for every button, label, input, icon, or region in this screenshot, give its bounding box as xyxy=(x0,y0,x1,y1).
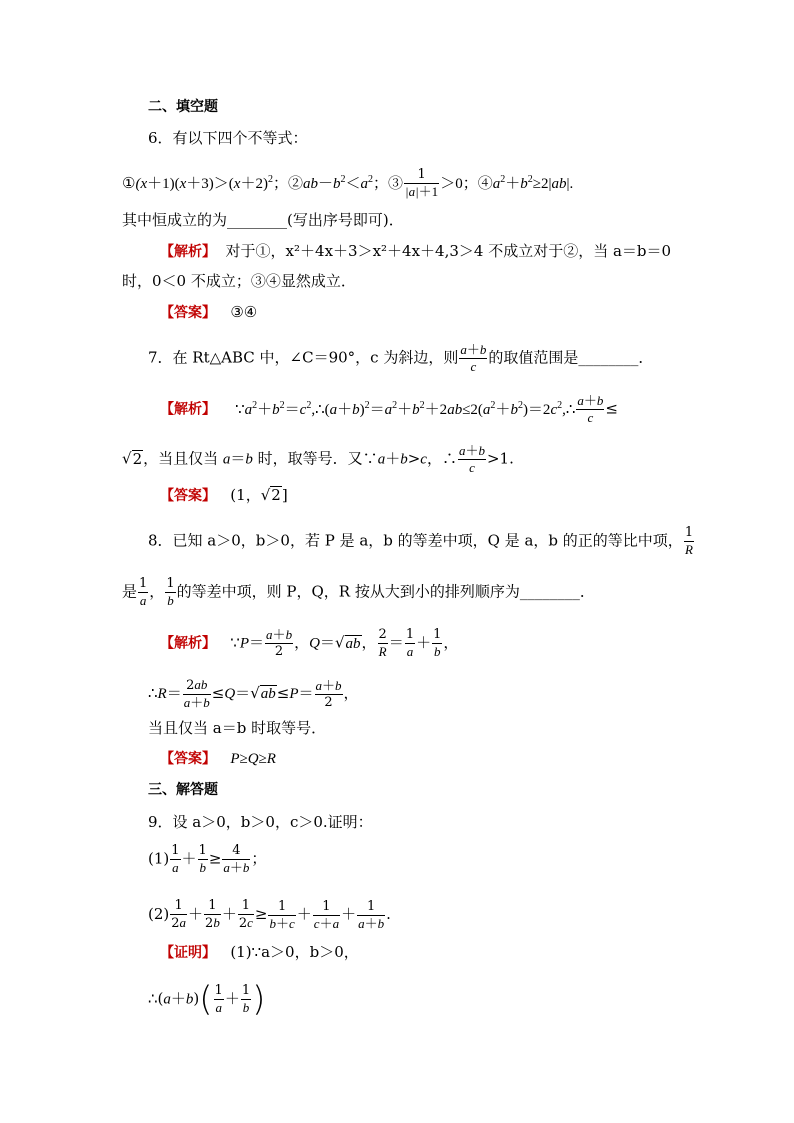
q6-analysis-text-1: 对于①，x²＋4x＋3＞x²＋4x＋4,3＞4 不成立对于②，当 a＝b＝0 xyxy=(225,242,672,260)
q8-answer xyxy=(160,748,276,769)
q6-answer xyxy=(160,302,257,323)
q6-analysis-line2: 时，0＜0 不成立；③④显然成立． xyxy=(122,272,356,290)
q7-stem-text: 7．在 Rt△ABC 中，∠C＝90°，c 为斜边，则 xyxy=(148,348,459,367)
answer-tag: 【答案】 xyxy=(160,751,216,767)
q8-stem-line1: 8．已知 a＞0，b＞0，若 P 是 a，b 的等差中项，Q 是 a，b 的正的等比中项， $\frac{1}{R}$ xyxy=(148,525,694,557)
q8-stem-line2: 是 $\frac{1}{a}$ ， $\frac{1}{b}$ 的等差中项，则 P，Q，R 按从大到小的排列顺序为________． xyxy=(122,576,595,608)
q6-stem: 6．有以下四个不等式： xyxy=(148,129,308,147)
q9-proof-text-1: (1)∵a＞0，b＞0， xyxy=(230,943,359,961)
q7-analysis-line2: √2，当且仅当 a＝b 时，取等号．又∵a＋b>c，∴ $\frac{a+b}{c}$ >1. xyxy=(122,443,514,475)
q7-answer: 【答案】 (1，√2] xyxy=(160,486,288,504)
section-heading-solve: 三、解答题 xyxy=(148,782,218,798)
q7-analysis-line1: 【解析】 $\because a^2+b^2=c^2,\therefore(a+b)^2=a^2+b^2+2ab\le 2(a^2+b^2)=2c^2,\therefore$ $\frac{a+b}{c}$ ≤ xyxy=(160,393,618,425)
q9-part1: (1) $\frac{1}{a}$ ＋ $\frac{1}{b}$ ≥ $\frac{4}{a+b}$ ； xyxy=(148,843,267,875)
q9-part2: (2) $\frac{1}{2a}$ ＋ $\frac{1}{2b}$ ＋ $\frac{1}{2c}$ ≥ $\frac{1}{b+c}$ ＋ $\frac{1}{c+a}$ ＋ $\frac{1}{a+b}$ . xyxy=(148,898,391,931)
q7-stem: 7．在 Rt△ABC 中，∠C＝90°，c 为斜边，则 $\frac{a+b}{c}$ 的取值范围是________． xyxy=(148,342,654,374)
analysis-tag: 【解析】 xyxy=(160,401,216,418)
q6-answer-value: ③④ xyxy=(230,303,258,321)
analysis-tag: 【解析】 xyxy=(160,635,216,652)
answer-tag: 【答案】 xyxy=(160,305,216,321)
proof-tag: 【证明】 xyxy=(160,945,216,961)
q8-analysis-line3: 当且仅当 a＝b 时取等号． xyxy=(148,719,327,737)
q6-inequalities: $①(x+1)(x+3)>(x+2)^2$；$②ab-b^2<a^2$；③ $\frac{1}{|a|+1}$ ＞0；$④a^2+b^2\ge 2|ab|$. xyxy=(122,167,574,199)
q9-proof-line1 xyxy=(160,942,359,963)
q8-stem-tail: 的等差中项，则 P，Q，R 按从大到小的排列顺序为________． xyxy=(176,582,595,601)
analysis-tag: 【解析】 xyxy=(160,244,216,260)
q9-proof-line2: ∴(a＋b)( $\frac{1}{a}$ ＋ $\frac{1}{b}$ ) xyxy=(148,979,266,1020)
q6-blank-line: 其中恒成立的为________(写出序号即可)． xyxy=(122,211,404,229)
answer-tag: 【答案】 xyxy=(160,488,216,504)
q6-analysis-line1 xyxy=(160,241,671,262)
q8-answer-value: P≥Q≥R xyxy=(230,751,276,767)
q8-analysis-line1: 【解析】 ∵P＝ $\frac{a+b}{2}$ ，Q＝√ab， $\frac{2}{R}$ ＝ $\frac{1}{a}$ ＋ $\frac{1}{b}$ ， xyxy=(160,627,459,659)
section-heading-fill-in: 二、填空题 xyxy=(148,99,218,115)
q7-stem-tail: 的取值范围是________． xyxy=(488,348,654,367)
q8-analysis-line2: ∴R＝ $\frac{2ab}{a+b}$ ≤Q＝√ab≤P＝ $\frac{a+b}{2}$ ， xyxy=(148,677,359,710)
q8-stem-text: 8．已知 a＞0，b＞0，若 P 是 a，b 的等差中项，Q 是 a，b 的正的等比中项， xyxy=(148,531,683,550)
q9-stem: 9．设 a＞0，b＞0，c＞0.证明： xyxy=(148,813,373,831)
